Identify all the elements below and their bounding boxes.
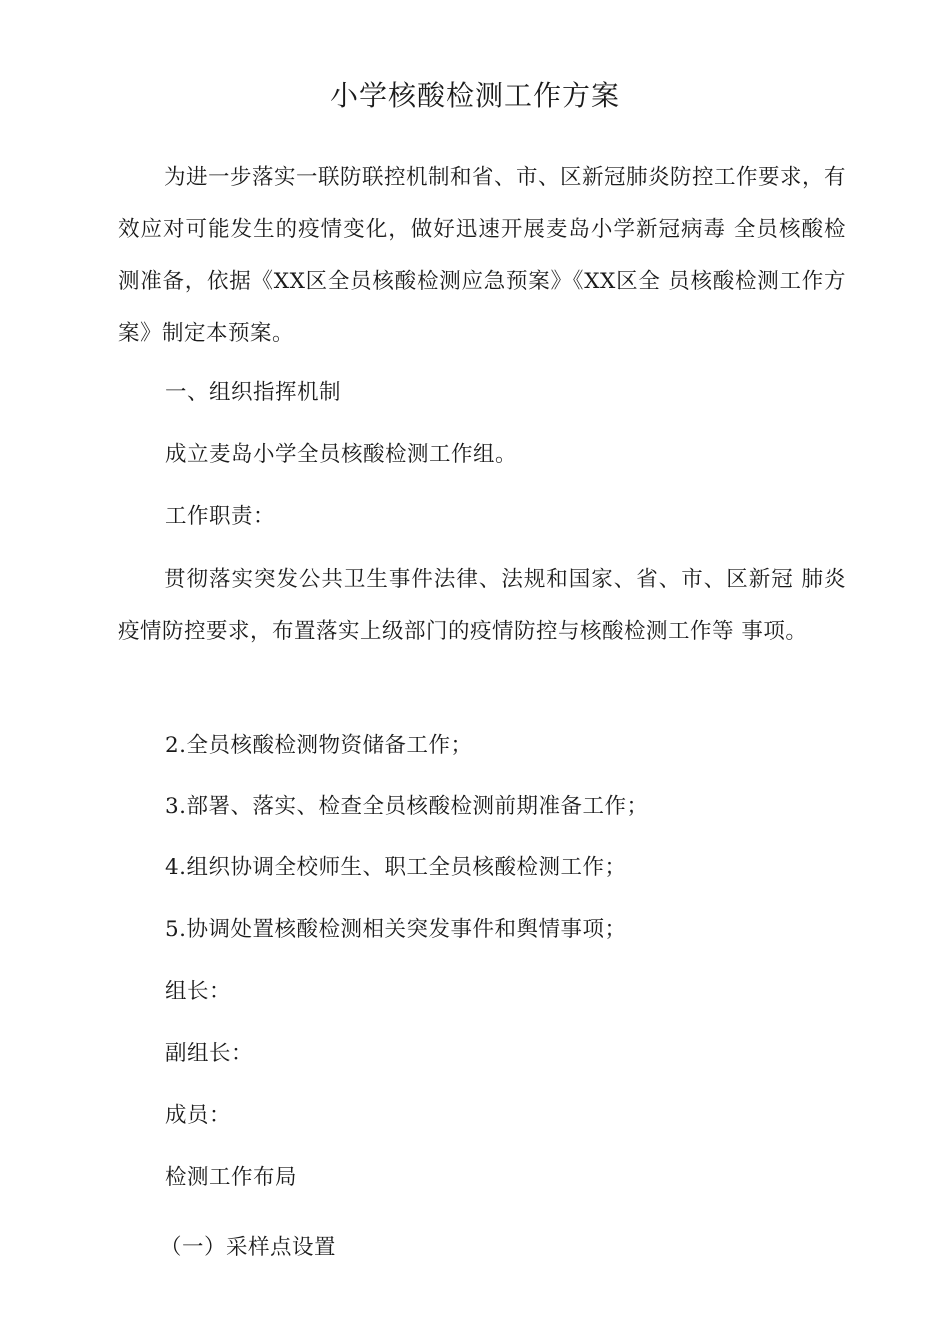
duty-item-4: 4.组织协调全校师生、职工全员核酸检测工作； bbox=[165, 855, 627, 880]
duty-item-2: 2.全员核酸检测物资储备工作； bbox=[165, 733, 473, 758]
duty-item-1: 贯彻落实突发公共卫生事件法律、法规和国家、省、市、区新冠 肺炎疫情防控要求，布置落实上级部门的疫情防控与核酸检测工作等 事项。 bbox=[118, 567, 846, 644]
document-title: 小学核酸检测工作方案 bbox=[329, 79, 620, 112]
duties-label: 工作职责： bbox=[165, 504, 276, 529]
group-established-text: 成立麦岛小学全员核酸检测工作组。 bbox=[165, 442, 518, 467]
section-heading-organization: 一、组织指挥机制 bbox=[165, 380, 342, 405]
deputy-leader-label: 副组长： bbox=[165, 1041, 254, 1066]
subsection-heading-sampling-points: （一）采样点设置 bbox=[160, 1235, 337, 1260]
duty-item-5: 5.协调处置核酸检测相关突发事件和舆情事项； bbox=[165, 917, 627, 942]
members-label: 成员： bbox=[165, 1103, 232, 1128]
leader-label: 组长： bbox=[165, 979, 232, 1004]
intro-paragraph: 为进一步落实一联防联控机制和省、市、区新冠肺炎防控工作要求，有效应对可能发生的疫情变化，做好迅速开展麦岛小学新冠病毒 全员核酸检测准备，依据《XX区全员核酸检测应急预案》《XX区全 员核酸检测工作方案》制定本预案。 bbox=[118, 165, 847, 346]
layout-heading: 检测工作布局 bbox=[165, 1165, 298, 1190]
duty-item-3: 3.部署、落实、检查全员核酸检测前期准备工作； bbox=[165, 794, 649, 819]
